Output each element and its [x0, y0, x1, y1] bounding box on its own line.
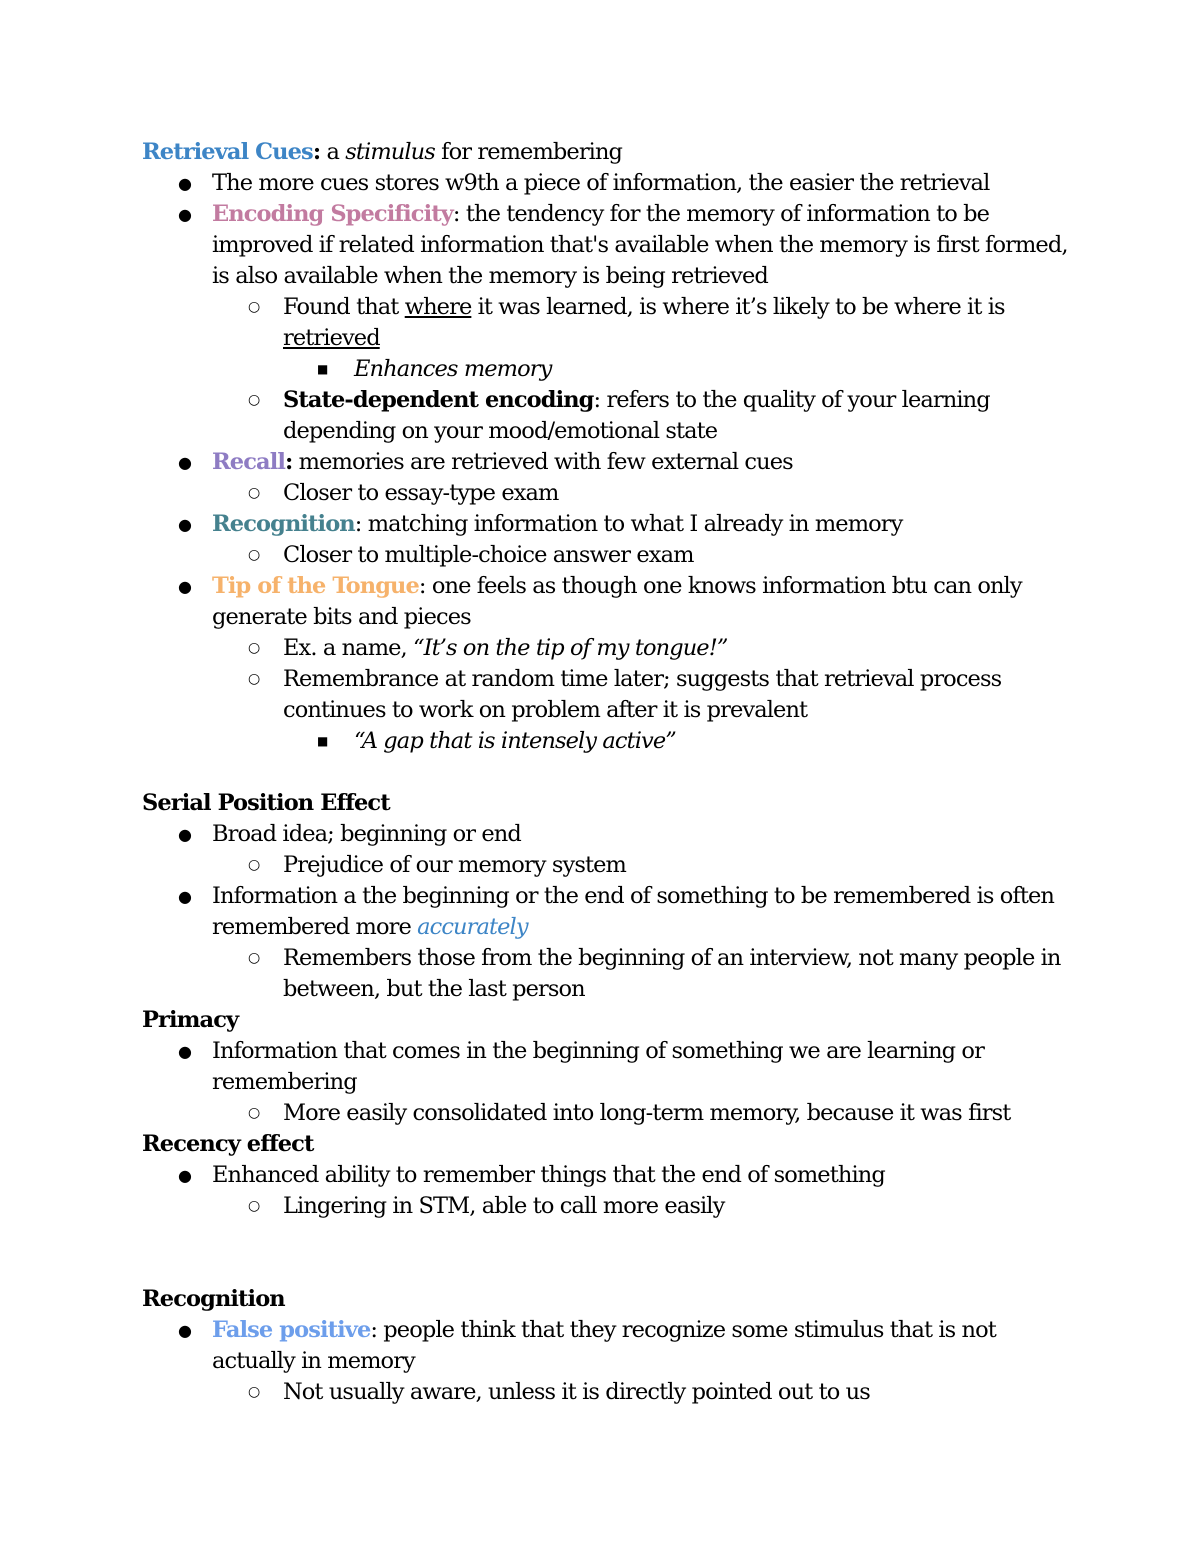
- square-bullet-icon: ■: [317, 734, 328, 748]
- bullet-icon: ●: [178, 1166, 192, 1185]
- retrieval-def-pre: a: [320, 139, 346, 165]
- false-positive-term: False positive: [212, 1317, 371, 1343]
- recall-sub: Closer to essay-type exam: [283, 480, 559, 506]
- recall-term: Recall: [212, 449, 285, 475]
- recency-sub: Lingering in STM, able to call more easily: [283, 1193, 725, 1219]
- recency-text: Enhanced ability to remember things that the end of something: [212, 1162, 885, 1188]
- recall-colon: :: [285, 449, 293, 475]
- found-underline-where: where: [404, 294, 472, 320]
- encoding-specificity-term: Encoding Specificity: [212, 201, 453, 227]
- circle-bullet-icon: ○: [248, 950, 260, 966]
- serial-position-heading: Serial Position Effect: [142, 790, 390, 816]
- example-quote: “It’s on the tip of my tongue!”: [413, 635, 728, 661]
- remembrance-text: Remembrance at random time later; suggests that retrieval process continues to work on problem after it is prevalent: [283, 666, 1002, 723]
- found-text-mid: it was learned, is where it’s likely to be where it is: [471, 294, 1005, 320]
- recognition-def: : matching information to what I already in memory: [354, 511, 903, 537]
- bullet-icon: ●: [178, 1321, 192, 1340]
- list-item: [142, 1098, 1072, 1129]
- retrieval-cues-title: Retrieval Cues: [142, 139, 313, 165]
- list-item: [142, 1036, 1072, 1098]
- enhances-memory-text: Enhances memory: [354, 356, 552, 382]
- list-item: [142, 168, 1072, 199]
- bullet-icon: ●: [178, 1042, 192, 1061]
- recency-list: [142, 1160, 1072, 1222]
- bullet-icon: ●: [178, 577, 192, 596]
- bullet-icon: ●: [178, 205, 192, 224]
- spacer: [142, 757, 1072, 788]
- retrieval-def-em: stimulus: [345, 139, 435, 165]
- bullet-icon: ●: [178, 825, 192, 844]
- recognition-heading: Recognition: [142, 1286, 285, 1312]
- document-page: [142, 137, 1072, 1408]
- state-dependent-term: State-dependent encoding: [283, 387, 594, 413]
- list-item: [142, 447, 1072, 478]
- primacy-sub: More easily consolidated into long-term memory, because it was first: [283, 1100, 1011, 1126]
- list-item: [142, 199, 1072, 292]
- list-item: [142, 850, 1072, 881]
- encoding-specificity-def: : the tendency for the memory of information to be improved if related information that's available when the memory is first formed, is also available when the memory is being retrieved: [212, 201, 1068, 289]
- list-item: [142, 943, 1072, 1005]
- list-item: [142, 509, 1072, 540]
- more-cues-text: The more cues stores w9th a piece of information, the easier the retrieval: [212, 170, 990, 196]
- retrieval-cues-colon: :: [312, 139, 321, 165]
- circle-bullet-icon: ○: [248, 857, 260, 873]
- information-beginning-text: Information a the beginning or the end of something to be remembered is often remembered more: [212, 883, 1054, 940]
- bullet-icon: ●: [178, 453, 192, 472]
- prejudice-text: Prejudice of our memory system: [283, 852, 626, 878]
- list-item: [142, 540, 1072, 571]
- retrieval-cues-heading: [142, 137, 1072, 168]
- false-positive-def: : people think that they recognize some stimulus that is not actually in memory: [212, 1317, 996, 1374]
- list-item: [142, 1160, 1072, 1191]
- bullet-icon: ●: [178, 515, 192, 534]
- primacy-list: [142, 1036, 1072, 1129]
- primacy-text: Information that comes in the beginning of something we are learning or remembering: [212, 1038, 984, 1095]
- list-item: [142, 1377, 1072, 1408]
- square-bullet-icon: ■: [317, 362, 328, 376]
- interview-text: Remembers those from the beginning of an interview, not many people in between, but the last person: [283, 945, 1061, 1002]
- circle-bullet-icon: ○: [248, 1198, 260, 1214]
- bullet-icon: ●: [178, 887, 192, 906]
- circle-bullet-icon: ○: [248, 392, 260, 408]
- circle-bullet-icon: ○: [248, 299, 260, 315]
- list-item: [142, 819, 1072, 850]
- false-positive-sub: Not usually aware, unless it is directly pointed out to us: [283, 1379, 870, 1405]
- list-item: [142, 726, 1072, 757]
- found-text-pre: Found that: [283, 294, 405, 320]
- serial-position-list: [142, 819, 1072, 1005]
- recall-def: memories are retrieved with few external cues: [292, 449, 793, 475]
- primacy-heading: Primacy: [142, 1007, 239, 1033]
- list-item: [142, 664, 1072, 726]
- tip-of-tongue-term: Tip of the Tongue: [212, 573, 419, 599]
- list-item: [142, 1191, 1072, 1222]
- found-underline-retrieved: retrieved: [283, 325, 380, 351]
- tip-of-tongue-def: : one feels as though one knows information btu can only generate bits and pieces: [212, 573, 1022, 630]
- recognition-list: [142, 1315, 1072, 1408]
- list-item: [142, 633, 1072, 664]
- recognition-term: Recognition: [212, 511, 355, 537]
- circle-bullet-icon: ○: [248, 1105, 260, 1121]
- list-item: [142, 571, 1072, 633]
- gap-quote: “A gap that is intensely active”: [354, 728, 676, 754]
- state-dependent-def: : refers to the quality of your learning depending on your mood/emotional state: [283, 387, 990, 444]
- list-item: [142, 1315, 1072, 1377]
- circle-bullet-icon: ○: [248, 640, 260, 656]
- list-item: [142, 292, 1072, 354]
- retrieval-def-post: for remembering: [434, 139, 623, 165]
- recency-heading: Recency effect: [142, 1131, 314, 1157]
- list-item: [142, 385, 1072, 447]
- retrieval-cues-list: [142, 168, 1072, 757]
- example-pre: Ex. a name,: [283, 635, 414, 661]
- circle-bullet-icon: ○: [248, 547, 260, 563]
- list-item: [142, 881, 1072, 943]
- circle-bullet-icon: ○: [248, 485, 260, 501]
- bullet-icon: ●: [178, 174, 192, 193]
- recognition-sub: Closer to multiple-choice answer exam: [283, 542, 694, 568]
- broad-idea-text: Broad idea; beginning or end: [212, 821, 521, 847]
- circle-bullet-icon: ○: [248, 1384, 260, 1400]
- circle-bullet-icon: ○: [248, 671, 260, 687]
- list-item: [142, 478, 1072, 509]
- list-item: [142, 354, 1072, 385]
- accurately-text: accurately: [417, 914, 528, 940]
- spacer: [142, 1222, 1072, 1284]
